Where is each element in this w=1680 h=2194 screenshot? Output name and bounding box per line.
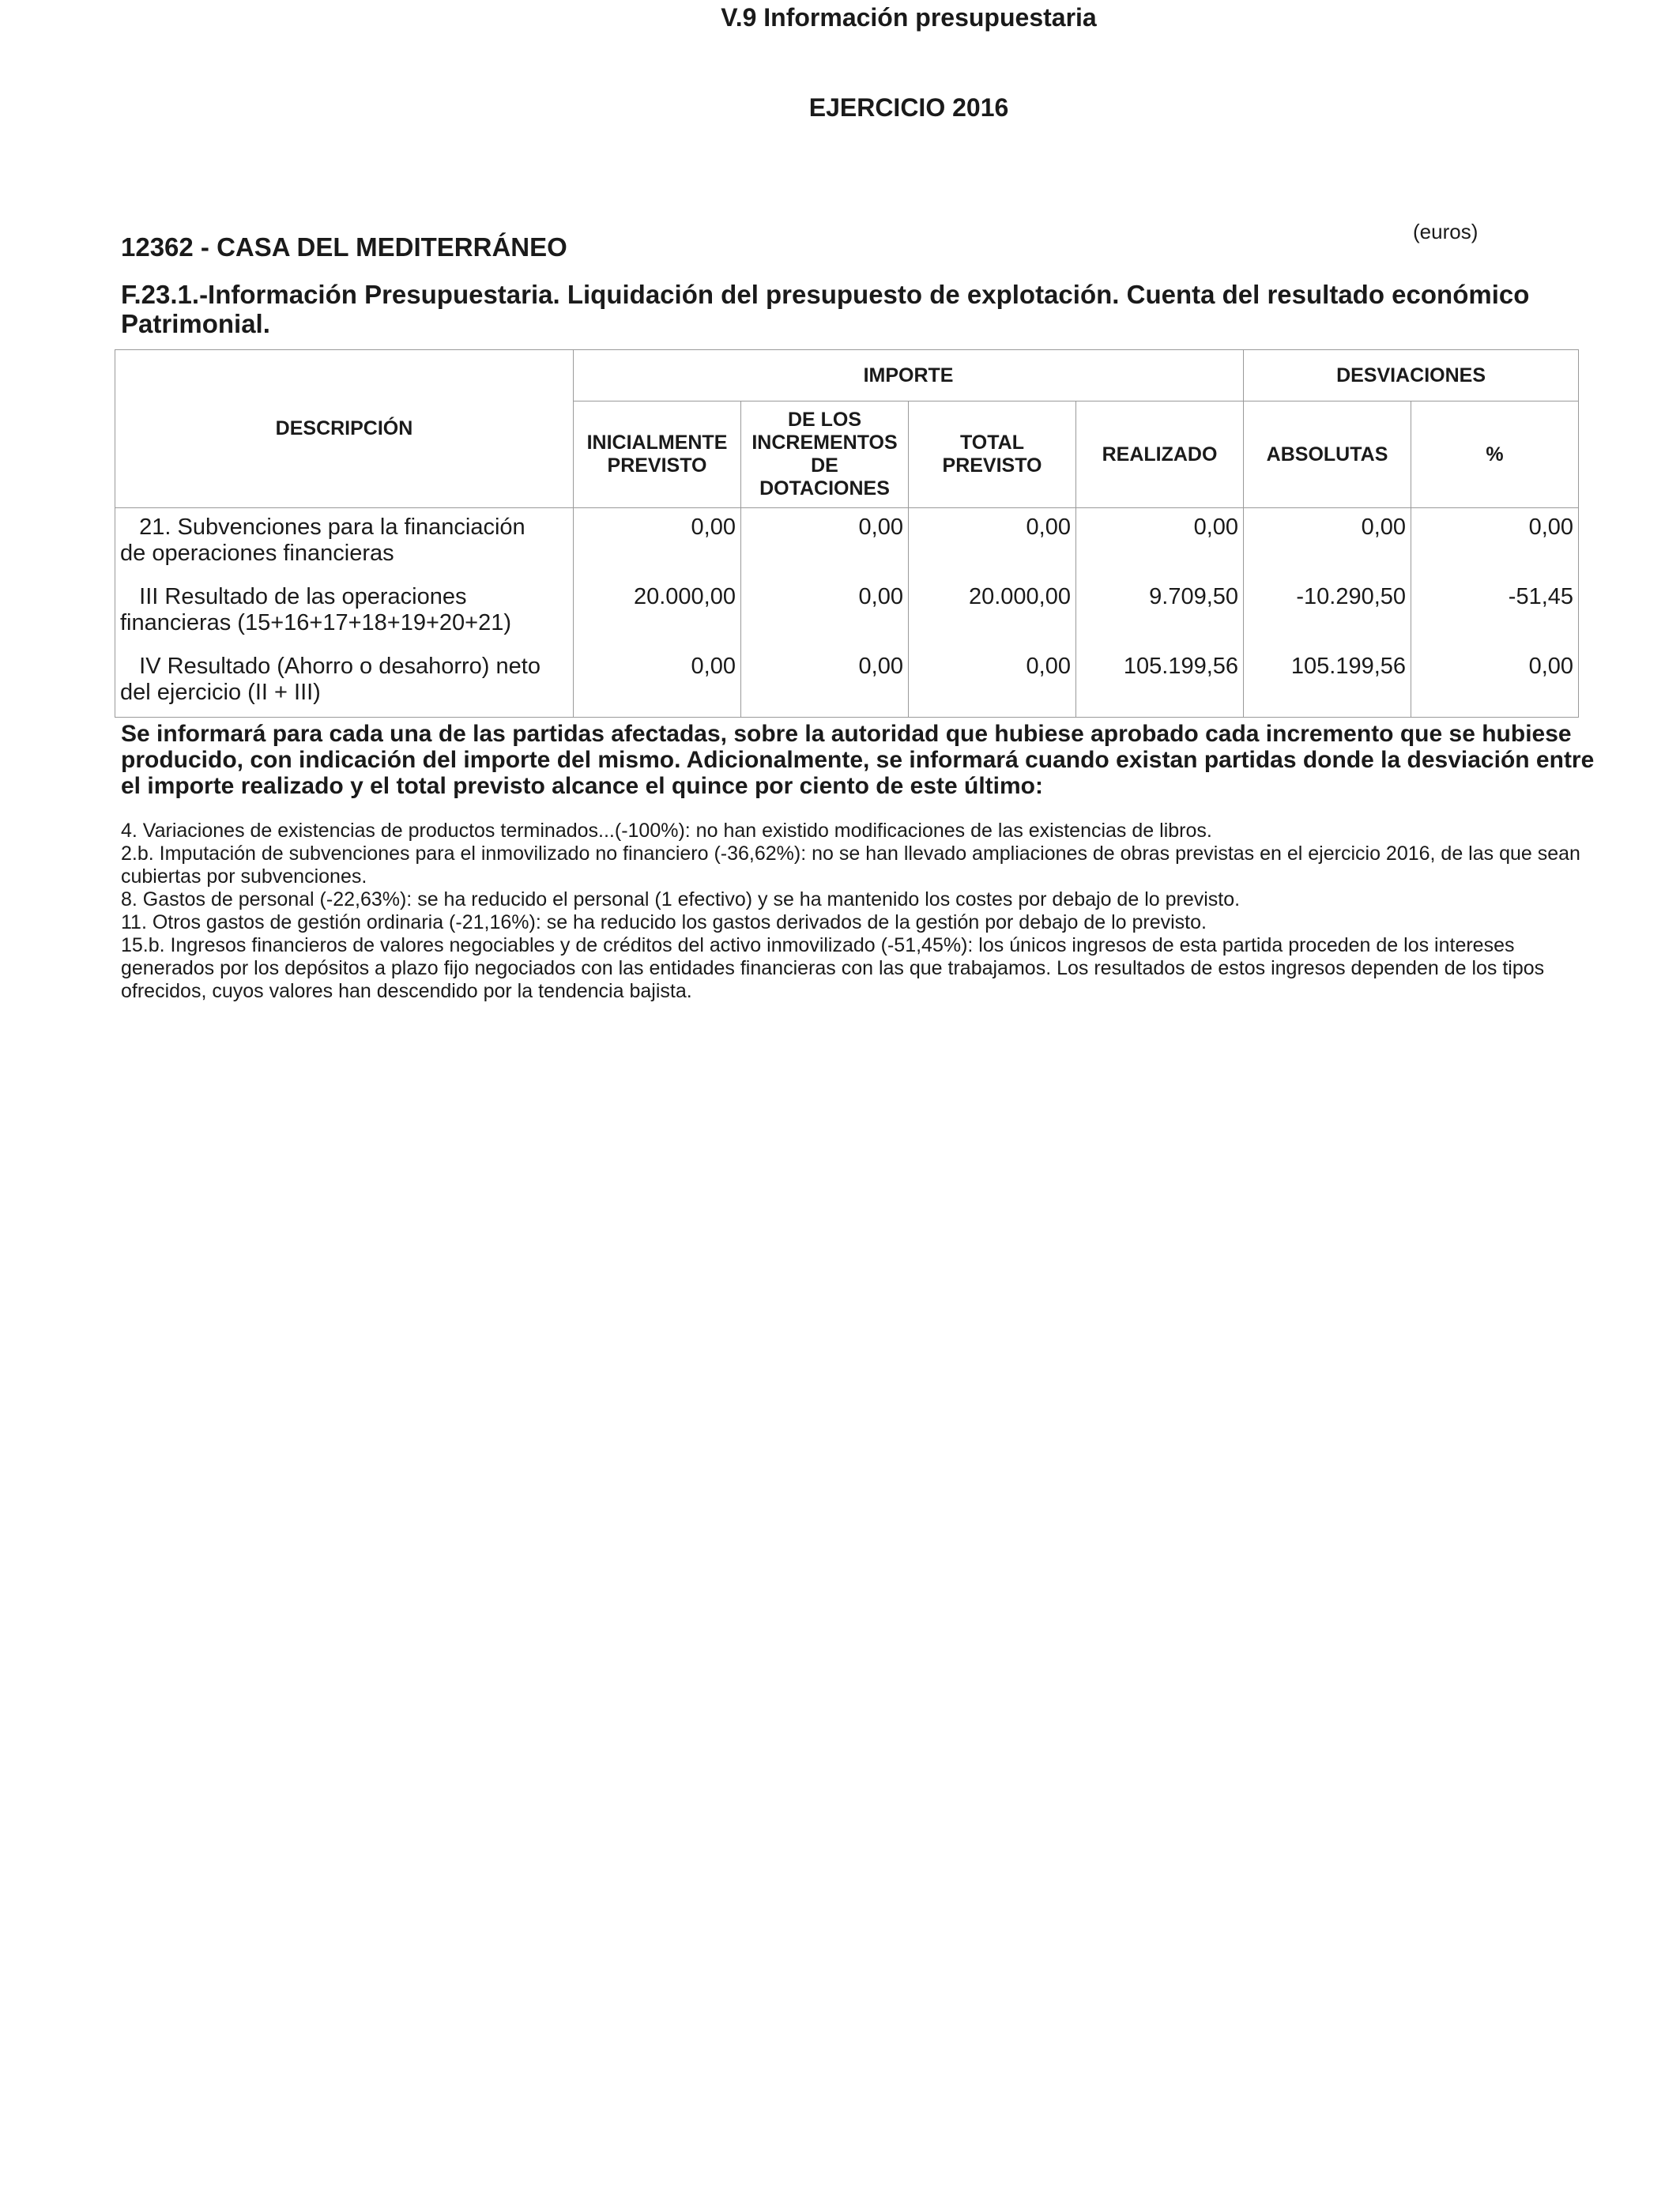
row-label-line: III Resultado de las operaciones — [120, 584, 467, 609]
header-line: PREVISTO — [942, 454, 1042, 477]
column-header-absolutas: ABSOLUTAS — [1244, 401, 1411, 508]
note-item: 2.b. Imputación de subvenciones para el inmovilizado no financiero (-36,62%): no se han llevado ampliaciones de obras previstas en el ejercicio 2016, de las que sean cubiertas por subvenciones. — [121, 843, 1580, 888]
cell-total-previsto: 20.000,00 — [909, 578, 1076, 647]
note-item: 4. Variaciones de existencias de productos terminados...(-100%): no han existido modificaciones de las existencias de libros. — [121, 820, 1212, 842]
column-header-realizado: REALIZADO — [1076, 401, 1244, 508]
header-line: DE LOS — [787, 409, 862, 431]
group-header-importe: IMPORTE — [574, 350, 1244, 401]
cell-inicialmente-previsto: 20.000,00 — [574, 578, 741, 647]
note-item: 11. Otros gastos de gestión ordinaria (-21,16%): se ha reducido los gastos derivados de la gestión por debajo de lo previsto. — [121, 911, 1207, 933]
cell-realizado: 105.199,56 — [1076, 647, 1244, 718]
note-item: 15.b. Ingresos financieros de valores negociables y de créditos del activo inmovilizado (-51,45%): los únicos ingresos de esta partida proceden de los intereses generados por los depósitos a plazo fijo negociados con las entidades financieras con las que trabajamos. Los resultados de estos ingresos dependen de los tipos ofrecidos, cuyos valores han descendido por la tendencia bajista. — [121, 934, 1545, 1002]
entity-name: 12362 - CASA DEL MEDITERRÁNEO — [121, 232, 567, 262]
units-label: (euros) — [1413, 220, 1478, 243]
header-line: DOTACIONES — [759, 477, 890, 499]
cell-absolutas: 0,00 — [1244, 508, 1411, 579]
fiscal-year-heading: EJERCICIO 2016 — [808, 93, 1009, 122]
note-item: 8. Gastos de personal (-22,63%): se ha reducido el personal (1 efectivo) y se ha mantenido los costes por debajo de lo previsto. — [121, 888, 1241, 910]
cell-realizado: 9.709,50 — [1076, 578, 1244, 647]
descripcion-header-text: DESCRIPCIÓN — [275, 417, 413, 439]
budget-table — [115, 349, 1579, 718]
header-line: TOTAL — [959, 432, 1024, 454]
deviation-note-heading: Se informará para cada una de las partidas afectadas, sobre la autoridad que hubiese aprobado cada incremento que se hubiese producido, con indicación del importe del mismo. Adicionalmente, se informará cuando existan partidas donde la desviación entre el importe realizado y el total previsto alcance el quince por ciento de este último: — [121, 721, 1595, 799]
form-title: F.23.1.-Información Presupuestaria. Liquidación del presupuesto de explotación. Cuenta del resultado económico Patrimonial. — [121, 280, 1530, 338]
column-header-incrementos — [741, 401, 909, 508]
header-line: PREVISTO — [607, 454, 707, 477]
row-label-line: del ejercicio (II + III) — [120, 680, 321, 705]
cell-incrementos: 0,00 — [741, 578, 909, 647]
header-line: INICIALMENTE — [586, 432, 728, 454]
row-label-line: IV Resultado (Ahorro o desahorro) neto — [120, 654, 541, 679]
cell-porcentaje: 0,00 — [1411, 508, 1579, 579]
cell-absolutas: 105.199,56 — [1244, 647, 1411, 718]
column-header-descripcion — [115, 350, 574, 508]
table-row — [115, 647, 1579, 718]
row-description — [115, 647, 574, 718]
deviation-notes — [121, 820, 1599, 1003]
cell-absolutas: -10.290,50 — [1244, 578, 1411, 647]
cell-total-previsto: 0,00 — [909, 647, 1076, 718]
row-label-line: financieras (15+16+17+18+19+20+21) — [120, 610, 512, 635]
cell-inicialmente-previsto: 0,00 — [574, 647, 741, 718]
cell-incrementos: 0,00 — [741, 508, 909, 579]
cell-porcentaje: -51,45 — [1411, 578, 1579, 647]
row-description — [115, 508, 574, 579]
section-title: V.9 Información presupuestaria — [721, 3, 1097, 32]
column-header-total-previsto — [909, 401, 1076, 508]
row-label-line: de operaciones financieras — [120, 541, 394, 566]
group-header-desviaciones: DESVIACIONES — [1244, 350, 1579, 401]
row-description — [115, 578, 574, 647]
table-row — [115, 508, 1579, 579]
row-label-line: 21. Subvenciones para la financiación — [120, 515, 525, 540]
cell-incrementos: 0,00 — [741, 647, 909, 718]
cell-inicialmente-previsto: 0,00 — [574, 508, 741, 579]
header-line: DE — [811, 454, 838, 477]
column-header-porcentaje: % — [1411, 401, 1579, 508]
table-row — [115, 578, 1579, 647]
cell-realizado: 0,00 — [1076, 508, 1244, 579]
cell-porcentaje: 0,00 — [1411, 647, 1579, 718]
header-line: INCREMENTOS — [751, 432, 898, 454]
cell-total-previsto: 0,00 — [909, 508, 1076, 579]
column-header-inicialmente-previsto — [574, 401, 741, 508]
